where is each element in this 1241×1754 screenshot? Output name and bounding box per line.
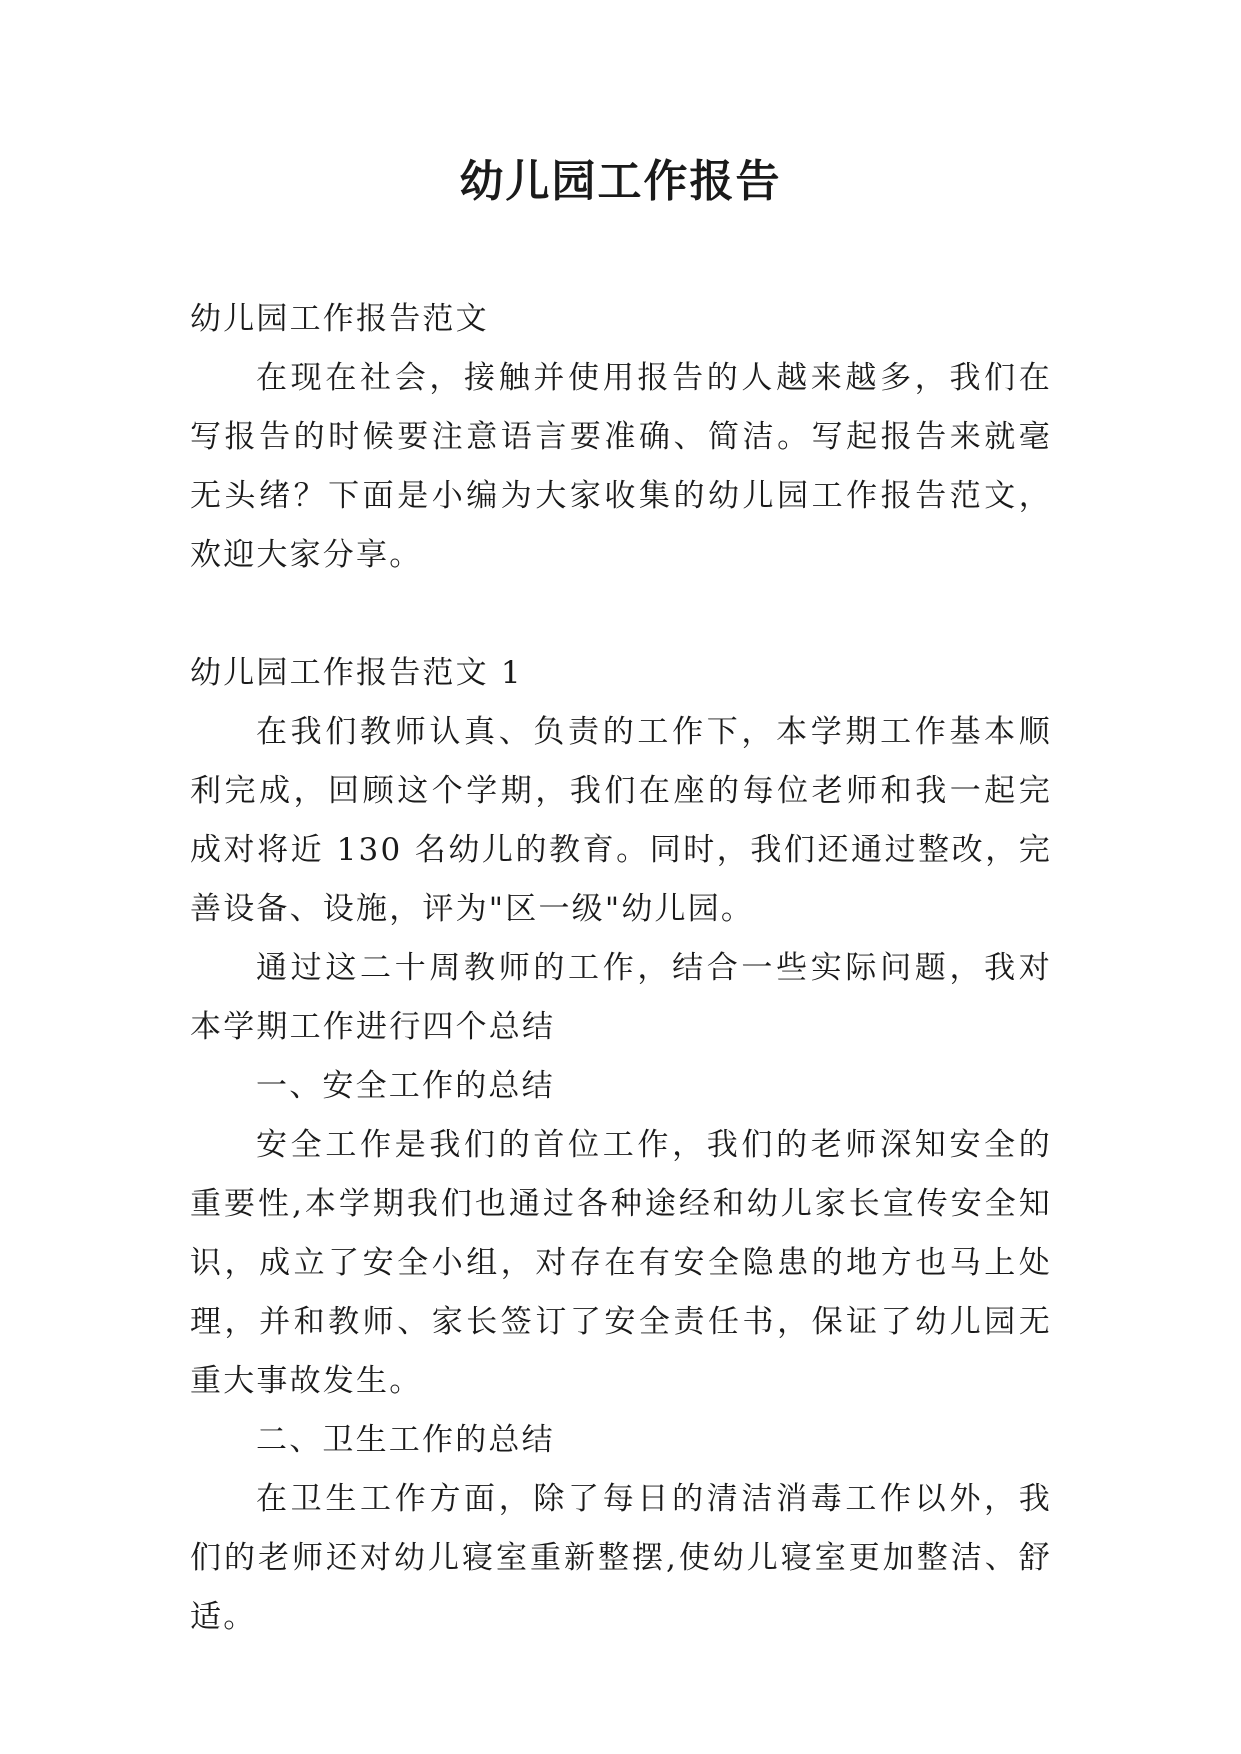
intro-paragraph: 在现在社会，接触并使用报告的人越来越多，我们在写报告的时候要注意语言要准确、简洁。写起报告来就毫无头绪？下面是小编为大家收集的幼儿园工作报告范文，欢迎大家分享。	[190, 360, 1052, 573]
body-paragraph: 通过这二十周教师的工作，结合一些实际问题，我对本学期工作进行四个总结	[190, 950, 1052, 1045]
subsection-heading: 一、安全工作的总结	[256, 1068, 555, 1104]
section-spacer	[190, 585, 1052, 644]
section-heading: 幼儿园工作报告范文 1	[190, 655, 523, 691]
document-title: 幼儿园工作报告	[459, 156, 782, 207]
body-paragraph: 安全工作是我们的首位工作，我们的老师深知安全的重要性,本学期我们也通过各种途经和幼儿家长宣传安全知识，成立了安全小组，对存在有安全隐患的地方也马上处理，并和教师、家长签订了安全责任书，保证了幼儿园无重大事故发生。	[190, 1127, 1052, 1399]
body-paragraph: 在我们教师认真、负责的工作下，本学期工作基本顺利完成，回顾这个学期，我们在座的每位老师和我一起完成对将近 130 名幼儿的教育。同时，我们还通过整改，完善设备、设施，评为"区一级"幼儿园。	[190, 714, 1052, 927]
document-body	[190, 290, 1052, 1647]
body-paragraph: 在卫生工作方面，除了每日的清洁消毒工作以外，我们的老师还对幼儿寝室重新整摆,使幼儿寝室更加整洁、舒适。	[190, 1481, 1052, 1635]
subsection-heading: 二、卫生工作的总结	[256, 1422, 555, 1458]
document-subtitle: 幼儿园工作报告范文	[190, 301, 489, 337]
